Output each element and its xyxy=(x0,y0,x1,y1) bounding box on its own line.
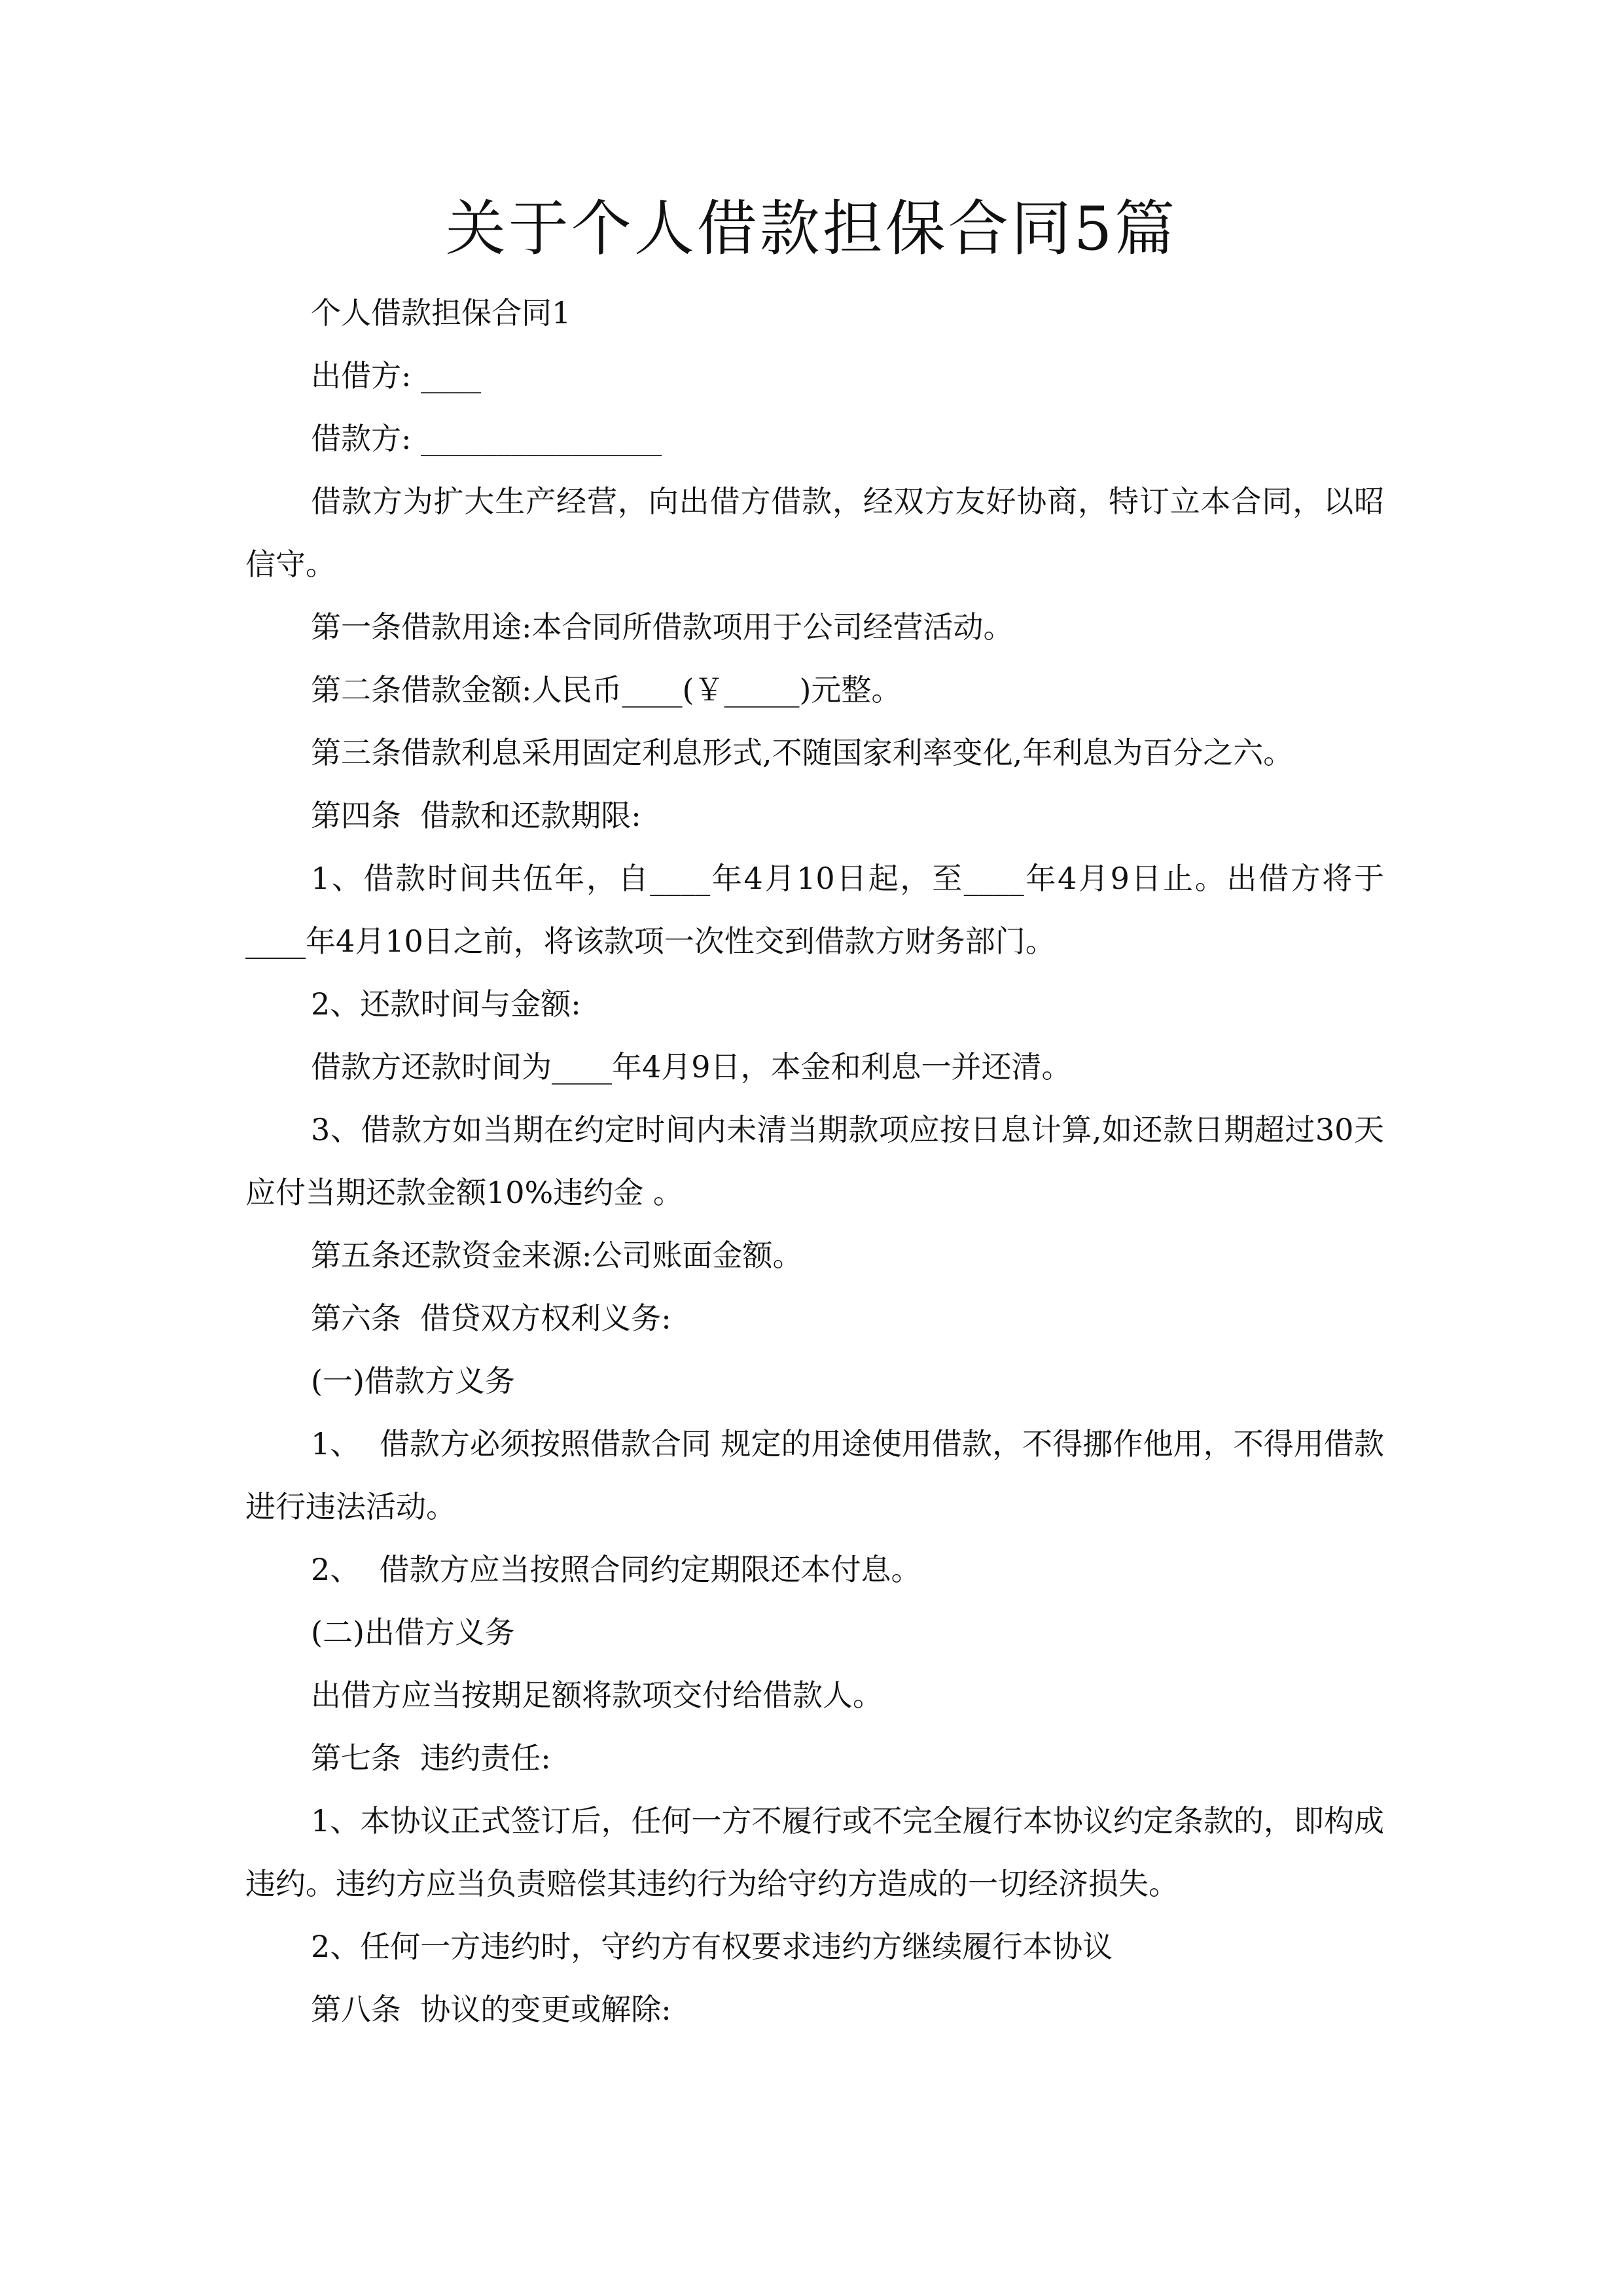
article-7-clause-1: 1、本协议正式签订后，任何一方不履行或不完全履行本协议约定条款的，即构成违约。违约方应当负责赔偿其违约行为给守约方造成的一切经济损失。 xyxy=(245,1803,1384,1901)
lender-duty-paragraph: 出借方应当按期足额将款项交付给借款人。 xyxy=(311,1677,883,1713)
article-4-clause-3: 3、借款方如当期在约定时间内未清当期款项应按日息计算,如还款日期超过30天应付当期还款金额10%违约金 。 xyxy=(245,1112,1384,1210)
borrower-duty-2: 2、 借款方应当按照合同约定期限还本付息。 xyxy=(311,1552,921,1587)
article-2-amount: 第二条借款金额:人民币____(￥_____)元整。 xyxy=(311,672,902,708)
borrower-duties-heading: (一)借款方义务 xyxy=(311,1363,515,1399)
repayment-time-paragraph: 借款方还款时间为____年4月9日，本金和利息一并还清。 xyxy=(311,1049,1072,1085)
document-title: 关于个人借款担保合同5篇 xyxy=(445,194,1178,264)
article-6-heading: 第六条 借贷双方权利义务: xyxy=(311,1300,671,1336)
article-4-clause-2: 2、还款时间与金额: xyxy=(311,986,581,1022)
lender-field: 出借方: ____ xyxy=(311,358,482,393)
article-7-clause-2: 2、任何一方违约时，守约方有权要求违约方继续履行本协议 xyxy=(311,1929,1113,1964)
article-4-clause-1: 1、借款时间共伍年，自____年4月10日起，至____年4月9日止。出借方将于____年4月10日之前，将该款项一次性交到借款方财务部门。 xyxy=(245,861,1384,959)
article-3-interest: 第三条借款利息采用固定利息形式,不随国家利率变化,年利息为百分之六。 xyxy=(311,735,1294,770)
article-8-heading: 第八条 协议的变更或解除: xyxy=(311,1992,671,2027)
lender-duties-heading: (二)出借方义务 xyxy=(311,1615,515,1650)
document-body xyxy=(245,281,1384,2041)
borrower-duty-1: 1、 借款方必须按照借款合同 规定的用途使用借款，不得挪作他用，不得用借款进行违法活动。 xyxy=(245,1426,1384,1524)
article-5-source: 第五条还款资金来源:公司账面金额。 xyxy=(311,1238,803,1273)
article-1-purpose: 第一条借款用途:本合同所借款项用于公司经营活动。 xyxy=(311,609,1014,645)
preamble-paragraph: 借款方为扩大生产经营，向出借方借款，经双方友好协商，特订立本合同，以昭信守。 xyxy=(245,484,1384,582)
heading-contract-1: 个人借款担保合同1 xyxy=(311,295,571,331)
borrower-field: 借款方: ________________ xyxy=(311,421,662,456)
article-7-heading: 第七条 违约责任: xyxy=(311,1740,551,1776)
article-4-heading: 第四条 借款和还款期限: xyxy=(311,798,641,833)
